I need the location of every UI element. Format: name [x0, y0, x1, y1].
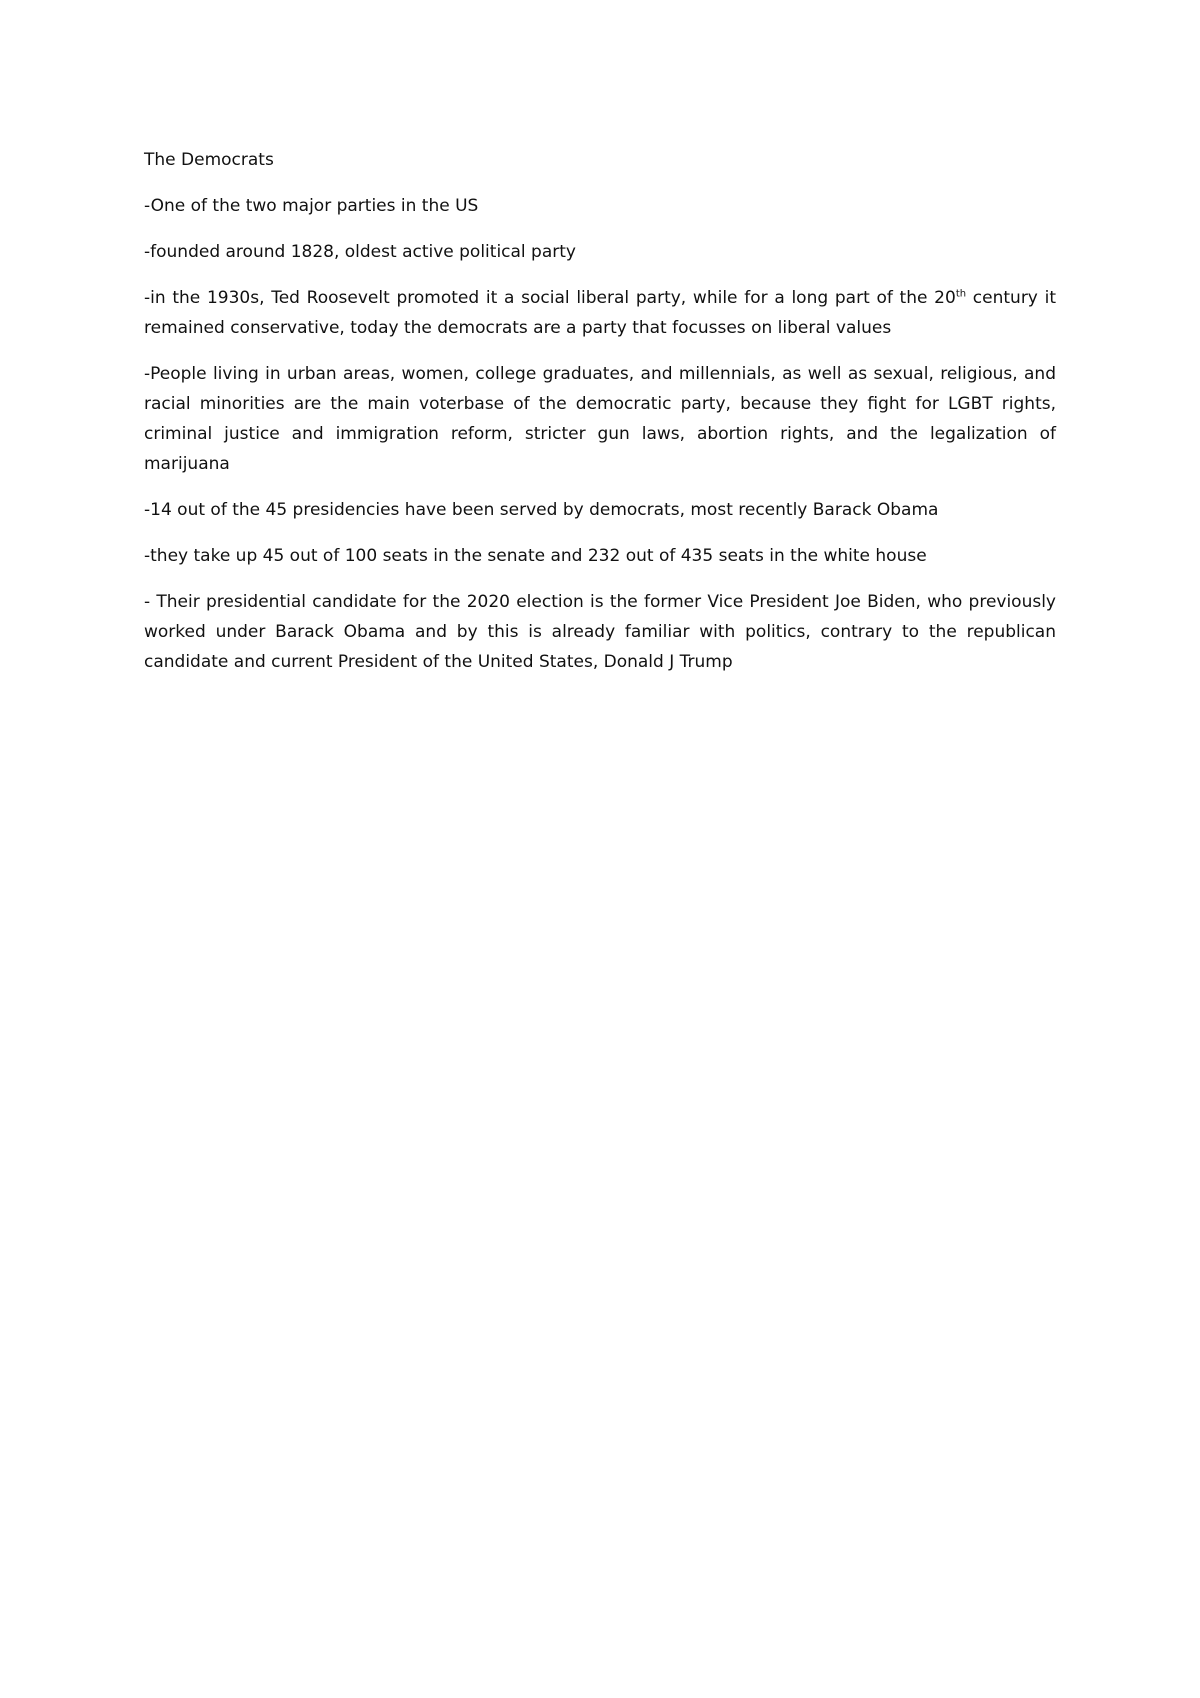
- paragraph-candidate: - Their presidential candidate for the 2020 election is the former Vice President Joe Biden, who previously worked under Barack Obama and by this is already familiar with politics, contrary to the republican candidate and current President of the United States, Donald J Trump: [144, 592, 1056, 672]
- history-text-after: century it remained conservative, today the democrats are a party that focusses on liberal values: [144, 288, 1056, 338]
- history-text-before: -in the 1930s, Ted Roosevelt promoted it a social liberal party, while for a long part of the 20: [144, 288, 956, 308]
- paragraph-voterbase: -People living in urban areas, women, college graduates, and millennials, as well as sexual, religious, and racial minorities are the main voterbase of the democratic party, because they fight for LGBT rights, criminal justice and immigration reform, stricter gun laws, abortion rights, and the legalization of marijuana: [144, 364, 1056, 474]
- document-body: [144, 145, 1056, 693]
- paragraph-presidencies: -14 out of the 45 presidencies have been served by democrats, most recently Barack Obama: [144, 500, 939, 520]
- document-title: The Democrats: [144, 150, 274, 170]
- paragraph-founded: -founded around 1828, oldest active political party: [144, 242, 576, 262]
- paragraph-seats: -they take up 45 out of 100 seats in the senate and 232 out of 435 seats in the white house: [144, 546, 927, 566]
- paragraph-major-parties: -One of the two major parties in the US: [144, 196, 479, 216]
- paragraph-history: [144, 283, 1056, 343]
- superscript-th: th: [955, 288, 967, 300]
